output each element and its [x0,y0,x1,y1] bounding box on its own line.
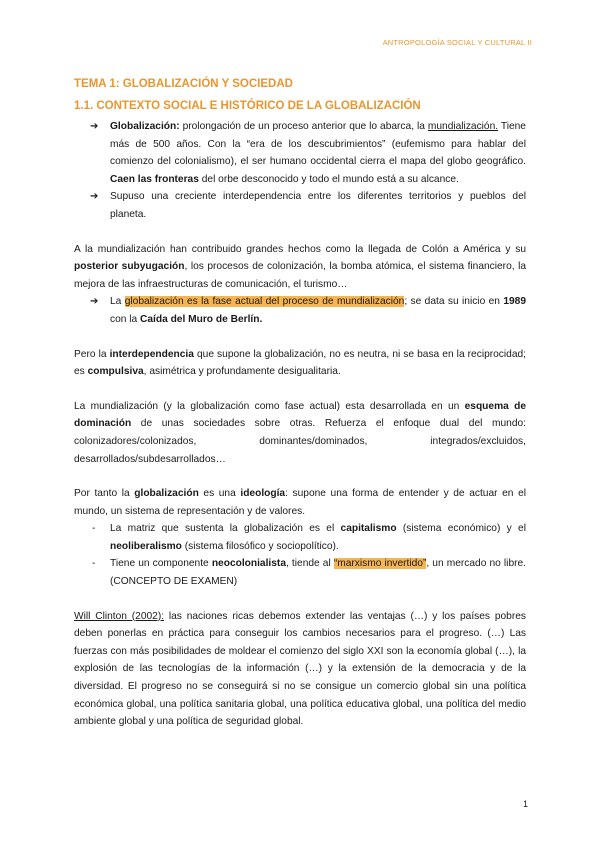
text-run: es una [198,488,241,500]
text-run: Supuso una creciente interdependencia entre los diferentes territorios y pueblos del planeta. [110,191,526,220]
text-run: Por tanto la [74,488,135,500]
underlined-term: mundialización. [427,121,499,132]
section-heading: 1.1. CONTEXTO SOCIAL E HISTÓRICO DE LA GLOBALIZACIÓN [74,100,421,112]
paragraph-interdependencia [74,346,526,381]
chapter-heading: TEMA 1: GLOBALIZACIÓN Y SOCIEDAD [74,78,293,90]
document-body [74,76,526,731]
text-run: ; se data su inicio en [404,296,504,308]
dash-item-neocolonialismo [74,555,526,590]
paragraph-clinton-quote [74,608,526,731]
arrow-bullet-icon: ➔ [90,121,99,132]
text-run: , asimétrica y profundamente desigualitaria. [143,366,341,378]
text-run: con la [110,313,141,325]
bullet-interdependencia [74,188,526,223]
paragraph-ideologia [74,485,526,520]
bold-term: 1989 [503,296,526,308]
bullet-fase-actual [74,293,526,328]
text-run: La mundialización (y la globalización como fase actual) esta desarrollada en un [74,400,465,412]
bold-term: ideología [240,488,286,500]
bold-term: capitalismo [340,523,397,535]
text-run: de unas sociedades sobre otras. Refuerza el enfoque dual del mundo: colonizadores/colonizados, dominantes/dominados, integrados/excluidos, desarrollados/subdesarrollados… [74,418,526,465]
text-run: , los procesos de colonización, la bomba atómica, el sistema financiero, la mejora de las infraestructuras de comunicación, el turismo… [74,261,526,290]
arrow-bullet-icon: ➔ [90,296,99,308]
bold-term: neoliberalismo [110,540,182,552]
dash-bullet: - [92,523,96,535]
highlighted-text: “marxismo invertido” [333,558,427,570]
text-run: Pero la [74,348,110,360]
text-run: La [110,296,125,308]
text-run: prolongación de un proceso anterior que lo abarca, la [179,121,428,132]
bold-term: Globalización: [110,121,180,132]
bold-term: esquema de dominación [74,400,527,430]
text-run: Tiene un componente [110,558,212,570]
running-header: ANTROPOLOGÍA SOCIAL Y CULTURAL II [382,38,532,47]
bold-term: neocolonialista [211,558,286,570]
highlighted-text: globalización es la fase actual del proceso de mundialización [124,296,405,308]
text-run: , un mercado no libre. (CONCEPTO DE EXAMEN) [110,558,526,588]
text-run: del orbe desconocido y todo el mundo está a su alcance. [198,173,459,185]
text-run: : supone una forma de entender y de actuar en el mundo, un sistema de representación y de valores. [74,488,526,517]
text-run: (sistema económico) y el [396,523,526,535]
bold-term: Caída del Muro de Berlín. [140,313,263,325]
text-run: La matriz que sustenta la globalización es el [110,523,341,535]
quote-source: Will Clinton (2002): [74,610,165,622]
text-run: (sistema filosófico y sociopolítico). [181,540,339,552]
bold-term: globalización [134,488,199,500]
text-run: las naciones ricas debemos extender las ventajas (…) y los países pobres deben ponerlas en práctica para conseguir los cambios necesarios para el progreso. (…) Las fuerzas con más posibilidades de moldear el comienzo del siglo XXI son la economía global (…), la explosión de las tecnologías de la información (…) y la extensión de la democracia y de la diversidad. El progreso no se conseguirá si no se consigue un comercio global sin una política económica global, una política sanitaria global, una política educativa global, una política del medio ambiente global y una política de seguridad global. [74,610,526,728]
dash-item-capitalismo [74,520,526,555]
bold-term: Caen las fronteras [110,173,199,185]
page-number: 1 [522,799,528,809]
arrow-bullet-icon: ➔ [90,191,99,203]
dash-bullet: - [92,558,96,570]
text-run: A la mundialización han contribuido grandes hechos como la llegada de Colón a América y su [74,243,526,255]
bold-term: posterior subyugación [74,261,185,273]
bullet-globalizacion [74,118,526,188]
paragraph-dominacion [74,398,526,468]
bold-term: interdependencia [109,348,194,360]
text-run: , tiende al [286,558,334,570]
text-run: Tiene más de 500 años. Con la “era de los descubrimientos” (eufemismo para hablar del comienzo del colonialismo), el ser humano occidental cierra el mapa del globo geográfico. [110,121,526,168]
paragraph-mundializacion [74,241,526,294]
text-run: que supone la globalización, no es neutra, ni se basa en la reciprocidad; es [74,348,526,378]
bold-term: compulsiva [87,366,144,378]
